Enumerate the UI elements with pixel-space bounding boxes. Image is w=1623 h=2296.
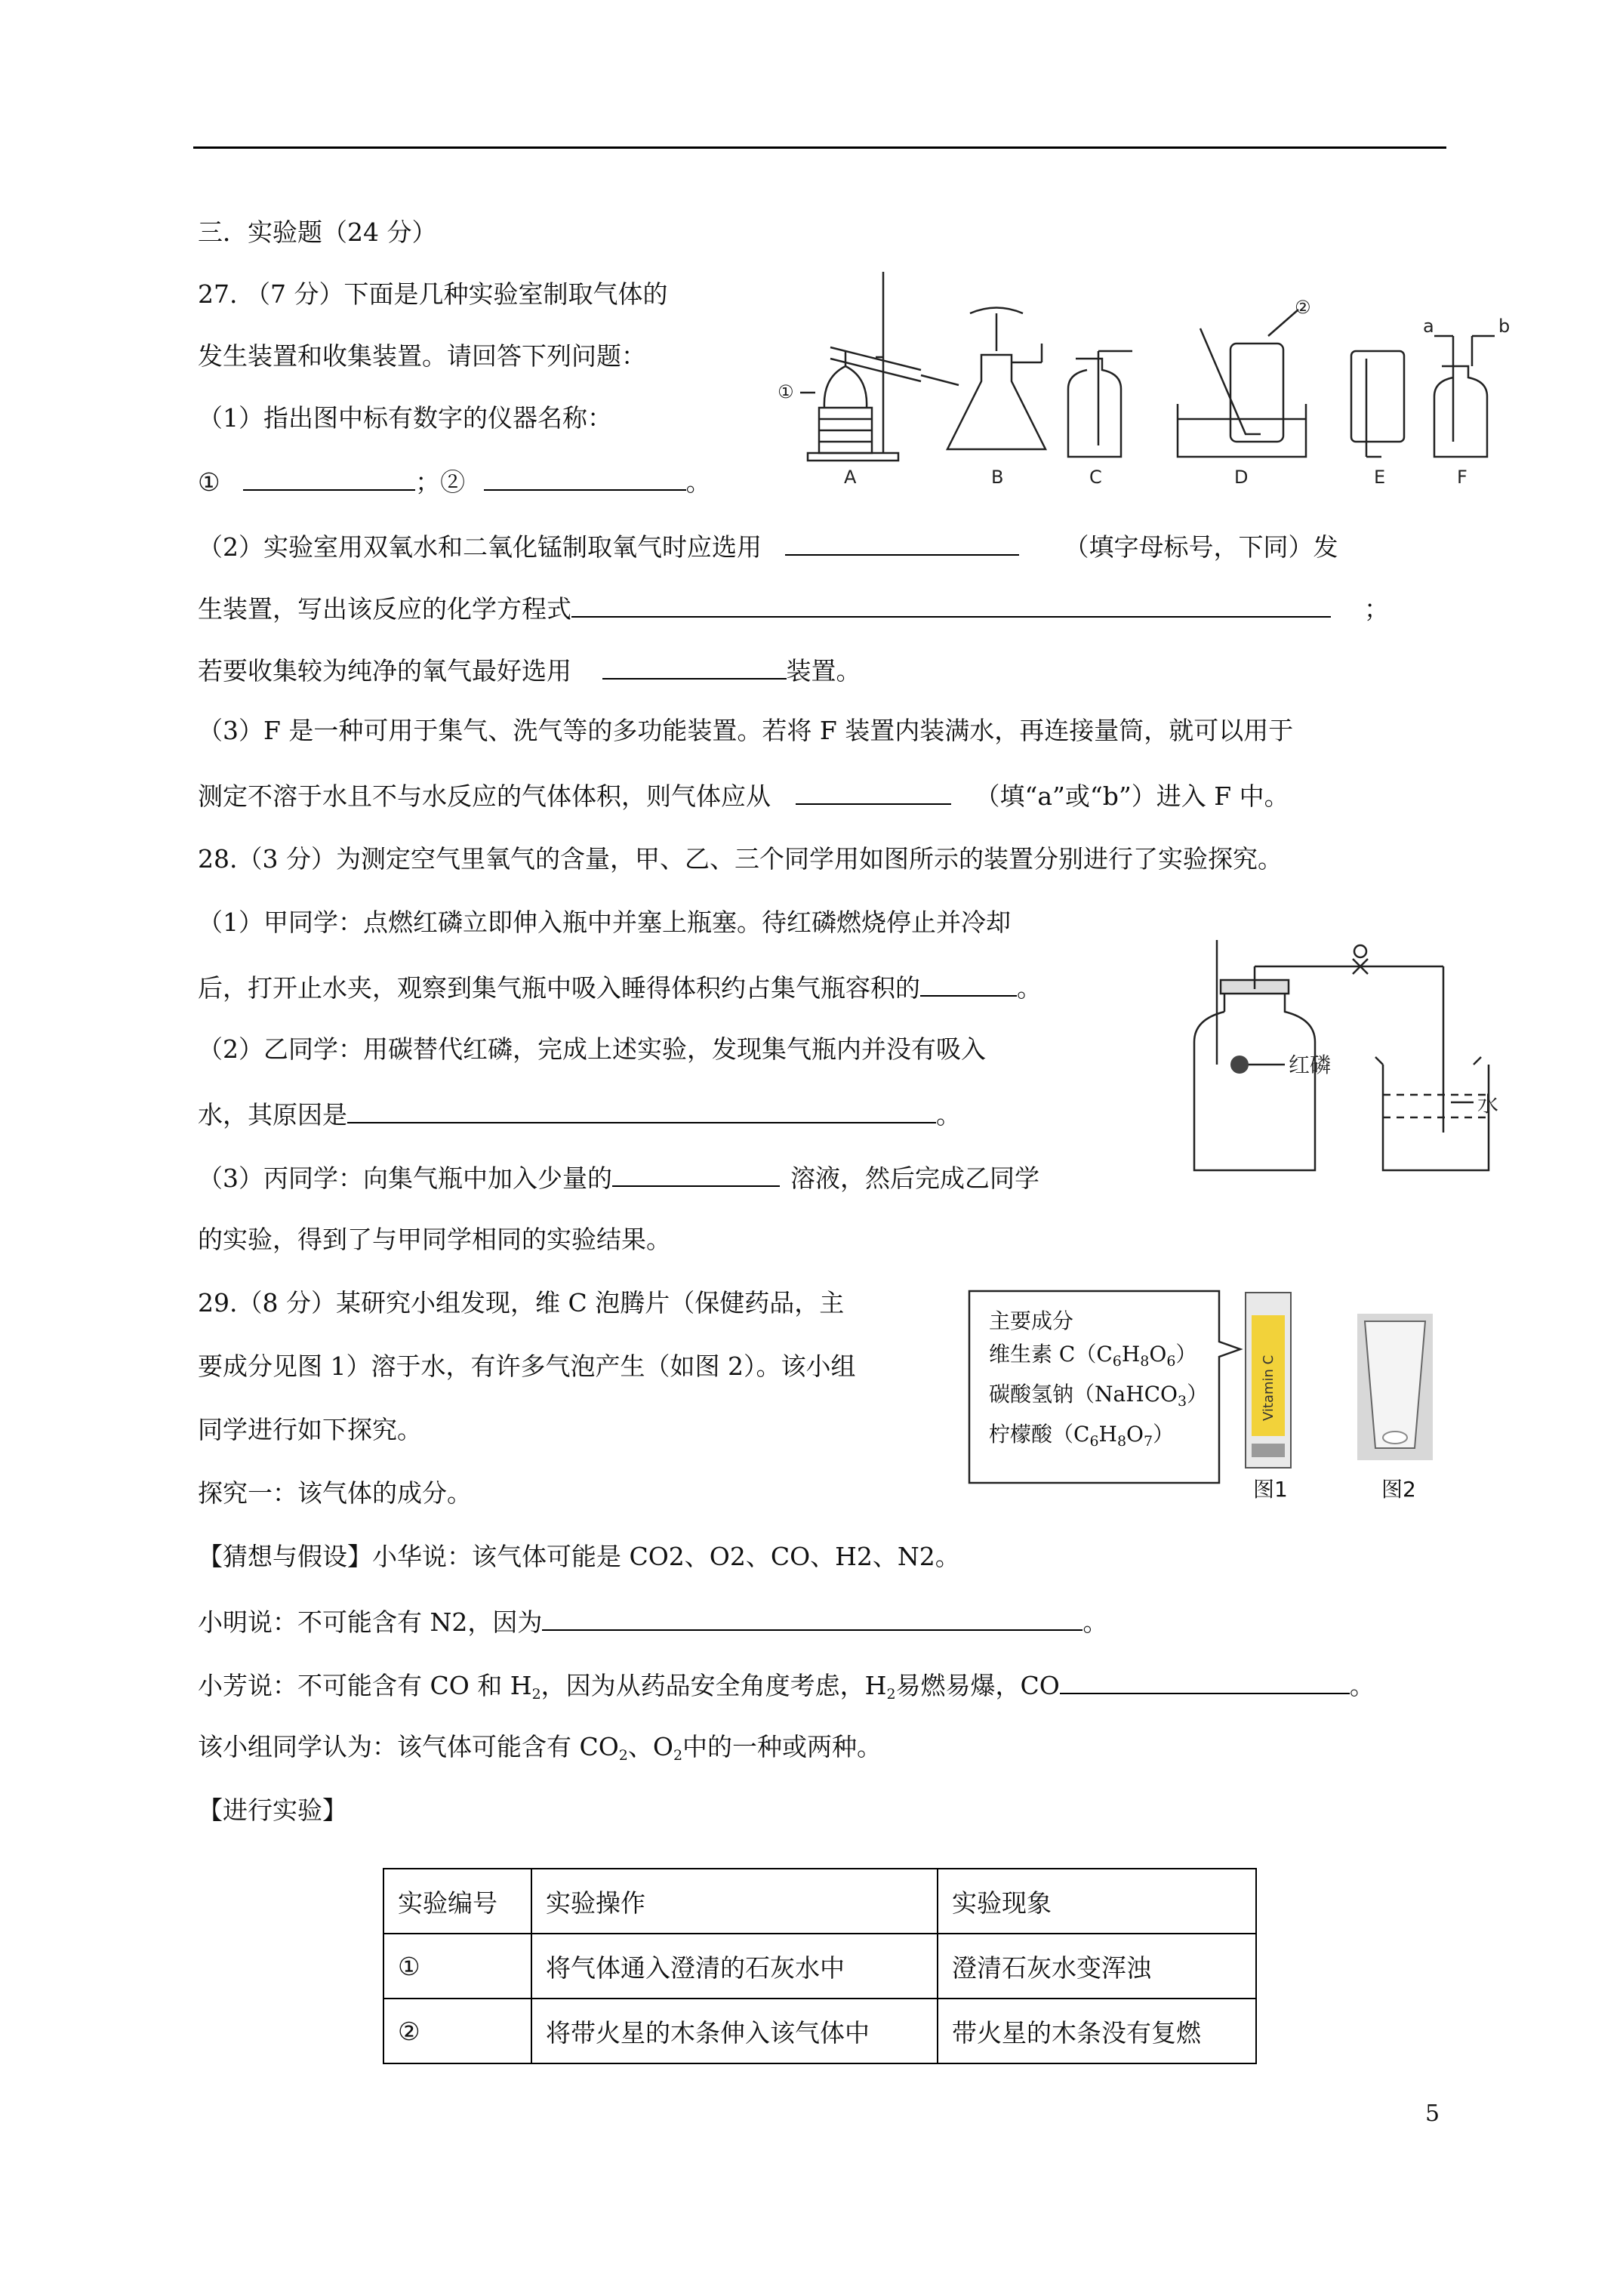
q27-separator: ；②	[415, 467, 466, 497]
q29-line-8-sub-2: 2	[673, 1747, 683, 1764]
q29-line-8-text-b: 、O	[627, 1732, 673, 1761]
q27-blank-collector[interactable]	[602, 652, 787, 680]
q28-line-3-text-a: 后，打开止水夹，观察到集气瓶中吸入睡得体积约占集气瓶容积的	[198, 973, 920, 1003]
q28-blank-volume[interactable]	[920, 969, 1017, 997]
q28-line-6	[198, 1160, 1039, 1195]
q29-line-8-sub-1: 2	[618, 1747, 628, 1764]
q29-line-3: 同学进行如下探究。	[198, 1415, 422, 1444]
q27-line-9	[198, 778, 1289, 813]
table-cell: ①	[383, 1934, 531, 1999]
q29-line-9: 【进行实验】	[198, 1795, 347, 1825]
fig-label-e: E	[1374, 467, 1386, 488]
q27-line-7	[198, 652, 861, 688]
fig-label-red-phosphorus: 红磷	[1289, 1052, 1332, 1077]
table-cell: 将带火星的木条伸入该气体中	[531, 1999, 938, 2063]
q27-blank-port[interactable]	[796, 778, 951, 805]
q29-blank-n2-reason[interactable]	[542, 1604, 1083, 1631]
q29-line-7-text-d: 。	[1349, 1671, 1375, 1700]
q29-line-6-text-a: 小明说：不可能含有 N2，因为	[198, 1607, 543, 1637]
header-rule	[193, 146, 1446, 149]
q29-line-8	[198, 1730, 882, 1772]
q27-line-5	[198, 529, 1338, 564]
ingredient-row-2: 碳酸氢钠（NaHCO$_3$）	[989, 1382, 1209, 1410]
q29-photos	[1246, 1293, 1457, 1504]
table-header-row	[383, 1869, 1256, 1934]
q28-line-5	[198, 1096, 961, 1132]
q29-line-1: 29.（8 分）某研究小组发现，维 C 泡腾片（保健药品，主	[198, 1288, 845, 1318]
q29-line-5: 【猜想与假设】小华说：该气体可能是 CO2、O2、CO、H2、N2。	[198, 1542, 960, 1571]
q29-line-4: 探究一：该气体的成分。	[198, 1478, 472, 1508]
q29-line-7-sub-2: 2	[886, 1686, 896, 1703]
experiment-table	[383, 1868, 1257, 2064]
q28-line-5-text-a: 水，其原因是	[198, 1100, 347, 1130]
q27-line-4-end: 。	[685, 467, 711, 497]
ingredients-text	[989, 1305, 1208, 1458]
q28-line-5-text-b: 。	[936, 1100, 961, 1130]
q27-line-3: （1）指出图中标有数字的仪器名称：	[198, 403, 612, 433]
ingredients-title: 主要成分	[989, 1308, 1074, 1333]
q27-blank-equation[interactable]	[571, 590, 1331, 618]
q29-line-6-text-b: 。	[1083, 1607, 1108, 1637]
fig1-caption: 图1	[1253, 1477, 1288, 1502]
fig-label-c: C	[1089, 467, 1102, 488]
q27-blank-instrument-2[interactable]	[484, 464, 686, 491]
fig-port-a: a	[1423, 316, 1434, 337]
fig-label-a: A	[844, 467, 857, 488]
table-cell: ②	[383, 1999, 531, 2063]
q27-line-7-text-a: 若要收集较为纯净的氧气最好选用	[198, 656, 571, 686]
q27-line-9-text-b: （填“a”或“b”）进入 F 中。	[975, 781, 1289, 811]
q28-line-3-text-b: 。	[1017, 973, 1042, 1003]
q29-line-7-text-c: 易燃易爆，CO	[895, 1671, 1060, 1700]
q27-blank-instrument-1[interactable]	[243, 464, 415, 491]
q27-line-5-text-b: （填字母标号，下同）发	[1064, 532, 1338, 562]
q27-line-5-text-a: （2）实验室用双氧水和二氧化锰制取氧气时应选用	[198, 532, 762, 562]
q29-line-6	[198, 1604, 1107, 1639]
q27-line-8: （3）F 是一种可用于集气、洗气等的多功能装置。若将 F 装置内装满水，再连接量筒，就可以用于	[198, 716, 1294, 745]
table-cell: 澄清石灰水变浑浊	[938, 1934, 1256, 1999]
q28-blank-solution[interactable]	[612, 1160, 780, 1187]
fig-label-b: B	[991, 467, 1004, 488]
q29-line-8-text-c: 中的一种或两种。	[682, 1732, 882, 1761]
tube-label: Vitamin C	[1261, 1354, 1277, 1421]
q27-mark-1: ①	[198, 467, 220, 497]
q27-apparatus-figure	[778, 268, 1517, 495]
table-header-cell: 实验操作	[531, 1869, 938, 1934]
fig2-caption: 图2	[1381, 1477, 1416, 1502]
q28-line-1: 28.（3 分）为测定空气里氧气的含量，甲、乙、三个同学用如图所示的装置分别进行了实验探究。	[198, 844, 1283, 874]
q27-blank-generator[interactable]	[785, 529, 1019, 556]
q29-line-7-text-b: ，因为从药品安全角度考虑，H	[540, 1671, 887, 1700]
q28-line-3	[198, 969, 1042, 1005]
page-number: 5	[1425, 2100, 1440, 2127]
q28-line-7: 的实验，得到了与甲同学相同的实验结果。	[198, 1225, 671, 1254]
q29-line-8-text-a: 该小组同学认为：该气体可能含有 CO	[198, 1732, 619, 1761]
fig-label-water: 水	[1477, 1092, 1499, 1117]
ingredient-row-3: 柠檬酸$(C_6H_8O_7)$	[989, 1422, 1175, 1450]
ingredient-row-1: 维生素 $C(C_6H_8O_6)$	[989, 1342, 1197, 1370]
q27-line-9-text-a: 测定不溶于水且不与水反应的气体体积，则气体应从	[198, 781, 771, 811]
q28-line-6-text-a: （3）丙同学：向集气瓶中加入少量的	[198, 1163, 612, 1193]
q29-blank-co-reason[interactable]	[1060, 1667, 1350, 1694]
q28-apparatus-figure	[1172, 936, 1499, 1178]
table-header-cell: 实验现象	[938, 1869, 1256, 1934]
q27-line-6-text-b: ；	[1364, 594, 1389, 624]
fig-label-d: D	[1234, 467, 1249, 488]
fig-port-b: b	[1498, 316, 1511, 337]
fig-label-f: F	[1457, 467, 1467, 488]
q27-line-2: 发生装置和收集装置。请回答下列问题：	[198, 341, 646, 371]
q29-line-7	[198, 1667, 1375, 1711]
table-row	[383, 1934, 1256, 1999]
q27-line-7-text-b: 装置。	[786, 656, 861, 686]
q28-line-2: （1）甲同学：点燃红磷立即伸入瓶中并塞上瓶塞。待红磷燃烧停止并冷却	[198, 908, 1011, 937]
section-title: 三．实验题（24 分）	[198, 217, 437, 247]
q28-blank-reason[interactable]	[347, 1096, 936, 1123]
q28-line-4: （2）乙同学：用碳替代红磷，完成上述实验，发现集气瓶内并没有吸入	[198, 1034, 986, 1064]
q27-line-6-text-a: 生装置，写出该反应的化学方程式	[198, 594, 571, 624]
table-row	[383, 1999, 1256, 2063]
fig-mark-2: ②	[1295, 297, 1311, 318]
q27-line-1: 27. （7 分）下面是几种实验室制取气体的	[198, 279, 668, 309]
q28-line-6-text-b: 溶液，然后完成乙同学	[790, 1163, 1039, 1193]
q29-line-7-sub-1: 2	[531, 1686, 541, 1703]
q27-line-4	[198, 464, 711, 499]
q29-line-2: 要成分见图 1）溶于水，有许多气泡产生（如图 2）。该小组	[198, 1351, 856, 1381]
fig-mark-1: ①	[778, 381, 794, 402]
table-cell: 带火星的木条没有复燃	[938, 1999, 1256, 2063]
table-header-cell: 实验编号	[383, 1869, 531, 1934]
q29-line-7-text-a: 小芳说：不可能含有 CO 和 H	[198, 1671, 532, 1700]
table-cell: 将气体通入澄清的石灰水中	[531, 1934, 938, 1999]
q27-line-6	[198, 590, 1389, 626]
